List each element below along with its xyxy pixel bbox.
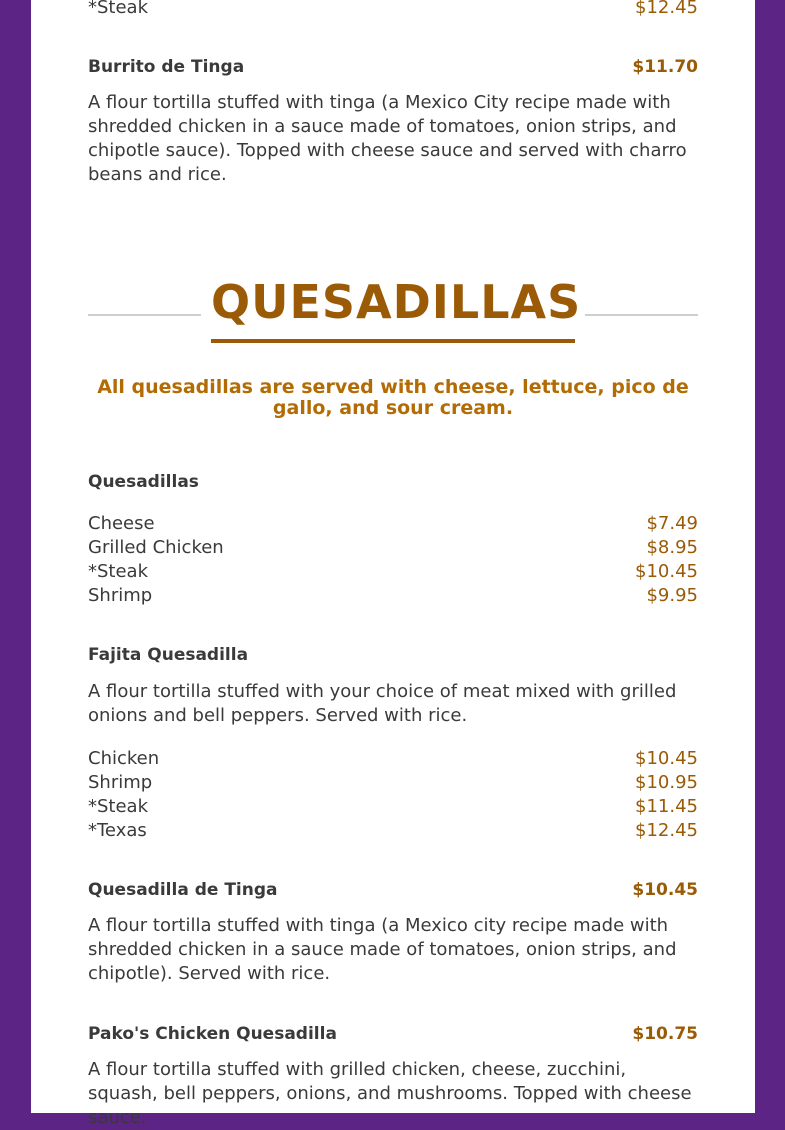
- option-price: $12.45: [635, 820, 698, 841]
- option-price: $12.45: [635, 0, 698, 18]
- option-name: Shrimp: [88, 585, 153, 606]
- menu-option-row: [88, 795, 698, 819]
- item-description: A flour tortilla stuffed with your choice of meat mixed with grilled onions and bell peppers. Served with rice.: [88, 681, 677, 726]
- heading-rule-right: [585, 314, 698, 316]
- menu-item-title: [88, 56, 698, 78]
- option-price: $10.45: [635, 561, 698, 582]
- heading-rule-left: [88, 314, 201, 316]
- option-name: *Steak: [88, 0, 149, 18]
- menu-option-row: [88, 536, 698, 560]
- section-title-underline: [211, 339, 575, 343]
- item-name: Fajita Quesadilla: [88, 645, 249, 665]
- option-name: *Steak: [88, 796, 149, 817]
- option-name: *Steak: [88, 561, 149, 582]
- menu-option-row: [88, 560, 698, 584]
- option-name: Shrimp: [88, 772, 153, 793]
- item-name: Pako's Chicken Quesadilla: [88, 1024, 337, 1044]
- item-price: $10.75: [632, 1024, 698, 1044]
- item-name: Quesadilla de Tinga: [88, 880, 278, 900]
- menu-option-row: [88, 747, 698, 771]
- option-price: $9.95: [646, 585, 698, 606]
- menu-page: [31, 0, 755, 1128]
- option-price: $8.95: [646, 537, 698, 558]
- item-description: A flour tortilla stuffed with tinga (a Mexico City recipe made with shredded chicken in a sauce made of tomatoes, onion strips, and chipotle sauce). Topped with cheese sauce and served with charro beans and rice.: [88, 92, 687, 185]
- menu-option-row: [88, 512, 698, 536]
- menu-item-title: [88, 471, 698, 493]
- option-price: $10.45: [635, 748, 698, 769]
- option-price: $7.49: [646, 513, 698, 534]
- menu-option-row: [88, 819, 698, 843]
- option-name: Cheese: [88, 513, 155, 534]
- menu-option-row: [88, 771, 698, 795]
- item-description: A flour tortilla stuffed with grilled chicken, cheese, zucchini, squash, bell peppers, onions, and mushrooms. Topped with cheese sauce.: [88, 1059, 692, 1128]
- menu-option-list: [88, 747, 698, 843]
- section-title: QUESADILLAS: [211, 275, 582, 329]
- section-note: All quesadillas are served with cheese, lettuce, pico de gallo, and sour cream.: [97, 376, 689, 419]
- item-price: $10.45: [632, 880, 698, 900]
- option-name: Grilled Chicken: [88, 537, 224, 558]
- item-name: Burrito de Tinga: [88, 57, 245, 77]
- option-name: *Texas: [88, 820, 147, 841]
- menu-item-title: [88, 644, 698, 666]
- menu-item-title: [88, 879, 698, 901]
- menu-option-list: [88, 512, 698, 608]
- section-heading: [88, 276, 698, 348]
- item-price: $11.70: [632, 57, 698, 77]
- menu-option-row: [88, 0, 698, 20]
- item-name: Quesadillas: [88, 472, 199, 492]
- option-price: $11.45: [635, 796, 698, 817]
- option-name: Chicken: [88, 748, 160, 769]
- menu-option-row: [88, 584, 698, 608]
- item-description: A flour tortilla stuffed with tinga (a Mexico city recipe made with shredded chicken in a sauce made of tomatoes, onion strips, and chipotle). Served with rice.: [88, 915, 677, 984]
- option-price: $10.95: [635, 772, 698, 793]
- menu-item-title: [88, 1023, 698, 1045]
